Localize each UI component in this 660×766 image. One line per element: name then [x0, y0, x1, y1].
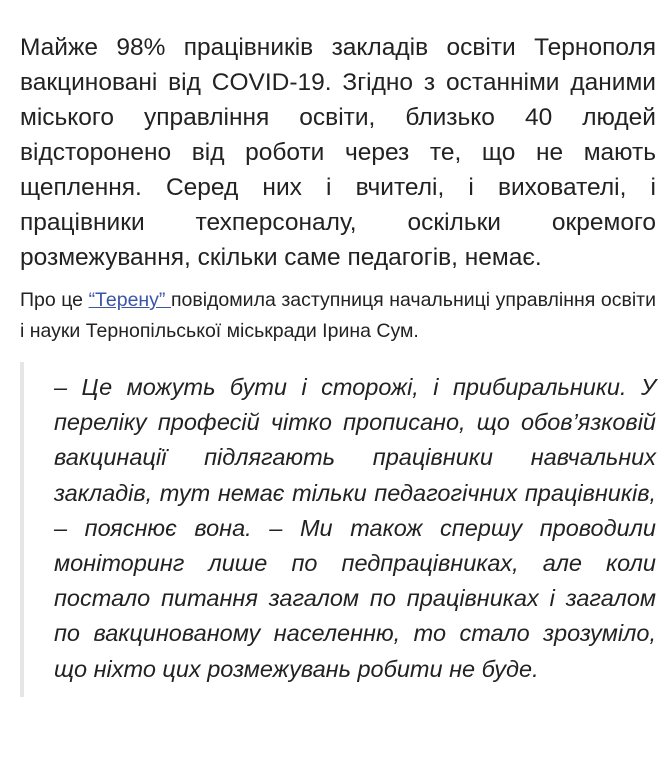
lead-paragraph: Майже 98% працівників закладів освіти Тернополя вакциновані від COVID-19. Згідно з останніми даними міського управління освіти, близько 40 людей відсторонено від роботи через те, що не мають щеплення. Серед них і вчителі, і вихователі, і працівники техперсоналу, оскільки окремого розмежування, скільки саме педагогів, немає. — [20, 34, 656, 271]
tereno-link[interactable]: “Терену” — [88, 289, 171, 311]
quote-text: – Це можуть бути і сторожі, і прибиральники. У переліку професій чітко прописано, що обов’язковій вакцинації підлягають працівники навчальних закладів, тут немає тільки педагогічних працівників, – пояснює вона. – Ми також спершу проводили моніторинг лише по педпрацівниках, але коли постало питання загалом по працівниках і загалом по вакцинованому населенню, то стало зрозуміло, що ніхто цих розмежувань робити не буде. — [54, 374, 656, 682]
quote-block — [20, 362, 656, 697]
source-paragraph — [20, 285, 656, 347]
source-suffix: повідомила заступниця начальниці управління освіти і науки Тернопільської міськради Ірина Сум. — [20, 289, 656, 342]
article-body — [20, 30, 656, 697]
source-prefix: Про це — [20, 289, 89, 311]
